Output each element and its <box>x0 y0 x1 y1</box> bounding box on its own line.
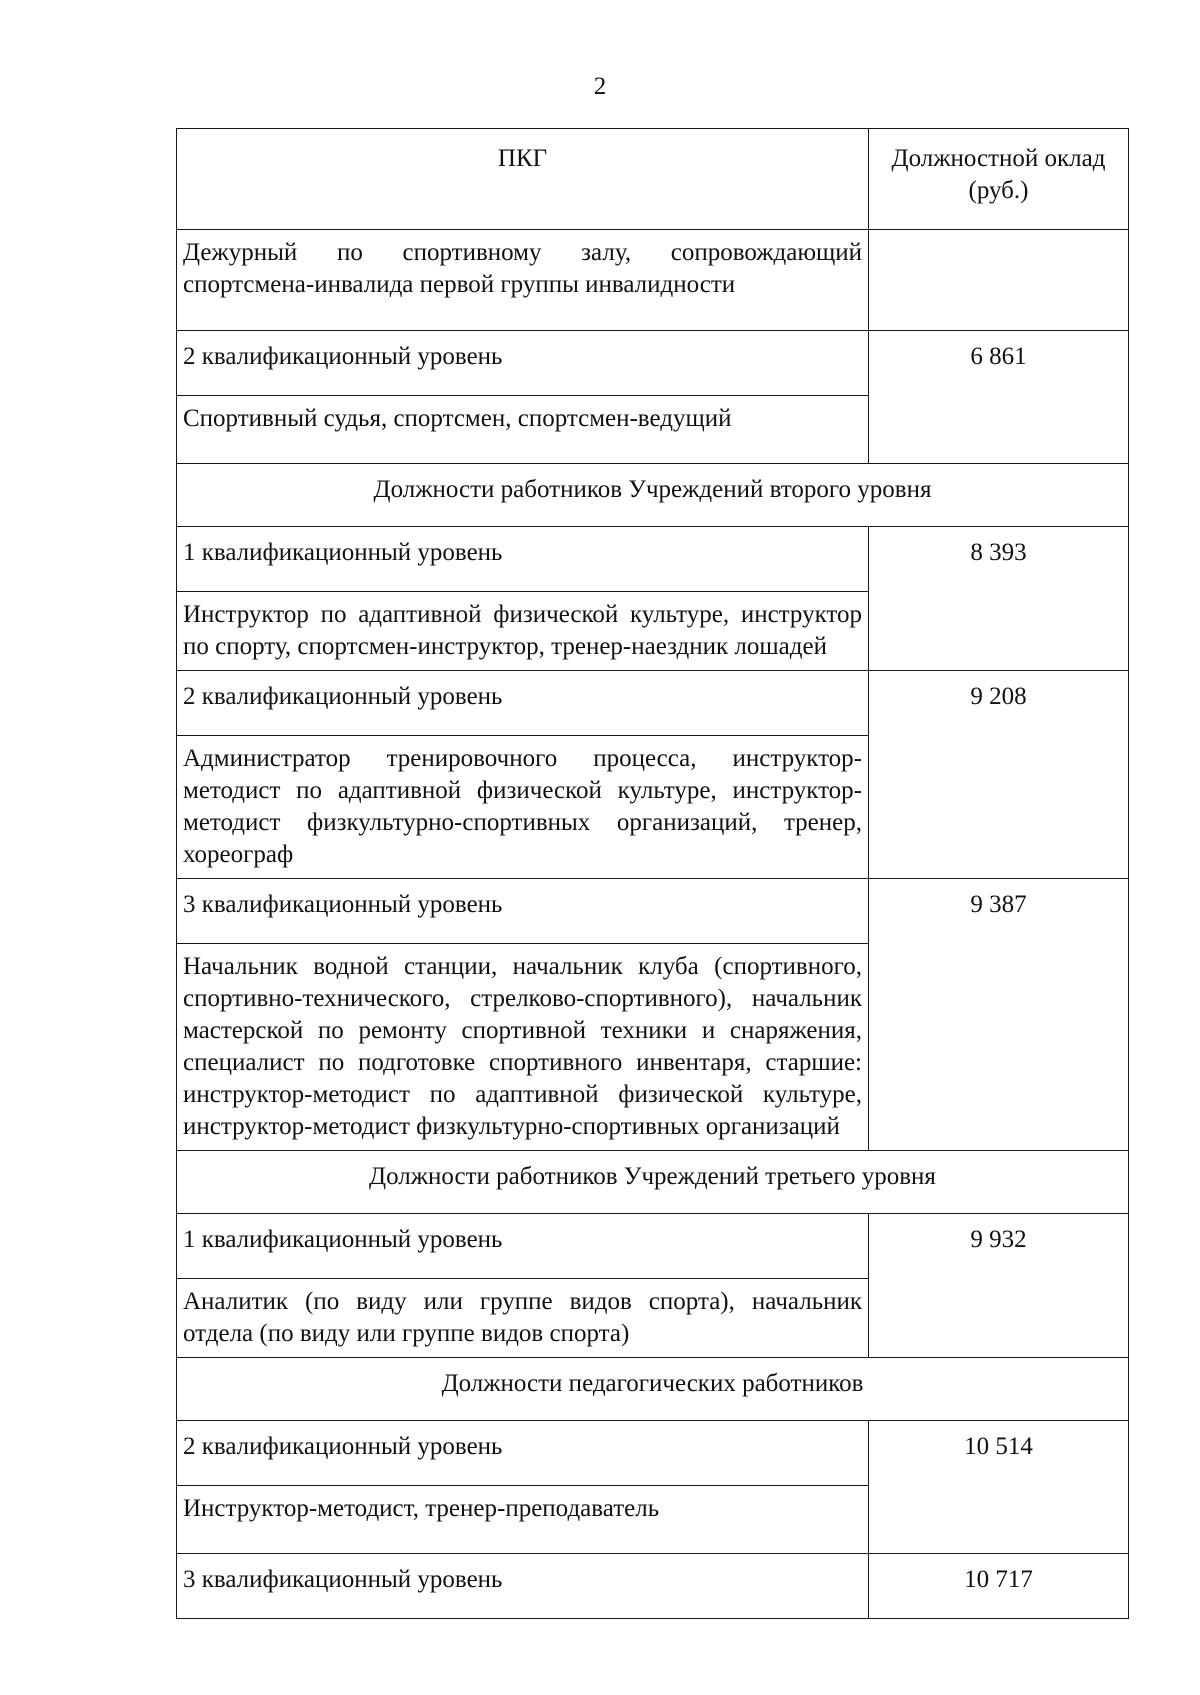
table-row <box>177 671 1129 736</box>
position-list: Администратор тренировочного процесса, инструктор-методист по адаптивной физической культуре, инструктор-методист физкультурно-спортивных организаций, тренер, хореограф <box>177 736 869 879</box>
header-pkg: ПКГ <box>177 129 869 230</box>
salary-value: 8 393 <box>869 527 1129 671</box>
header-salary: Должностной оклад (руб.) <box>869 129 1129 230</box>
table-row <box>177 1554 1129 1619</box>
qualification-level: 3 квалификационный уровень <box>177 1554 869 1619</box>
qualification-level: 2 квалификационный уровень <box>177 671 869 736</box>
salary-value: 9 387 <box>869 879 1129 1151</box>
section-row <box>177 464 1129 527</box>
qualification-level: 2 квалификационный уровень <box>177 331 869 396</box>
table-row <box>177 1421 1129 1486</box>
section-title: Должности работников Учреждений третьего уровня <box>177 1151 1129 1214</box>
salary-value: 10 717 <box>869 1554 1129 1619</box>
qualification-level: 1 квалификационный уровень <box>177 527 869 592</box>
section-title: Должности педагогических работников <box>177 1358 1129 1421</box>
position-list: Инструктор-методист, тренер-преподаватель <box>177 1486 869 1554</box>
position-list: Инструктор по адаптивной физической культуре, инструктор по спорту, спортсмен-инструктор, тренер-наездник лошадей <box>177 592 869 671</box>
table-row <box>177 527 1129 592</box>
section-row <box>177 1358 1129 1421</box>
position-list: Аналитик (по виду или группе видов спорта), начальник отдела (по виду или группе видов спорта) <box>177 1279 869 1358</box>
table-row <box>177 1214 1129 1279</box>
qualification-level: 1 квалификационный уровень <box>177 1214 869 1279</box>
position-list: Дежурный по спортивному залу, сопровождающий спортсмена-инвалида первой группы инвалидности <box>177 230 869 331</box>
table-row <box>177 331 1129 396</box>
salary-table <box>176 128 1129 1619</box>
page-number: 2 <box>593 73 607 100</box>
qualification-level: 2 квалификационный уровень <box>177 1421 869 1486</box>
position-list: Спортивный судья, спортсмен, спортсмен-ведущий <box>177 396 869 464</box>
section-row <box>177 1151 1129 1214</box>
qualification-level: 3 квалификационный уровень <box>177 879 869 944</box>
salary-value: 10 514 <box>869 1421 1129 1554</box>
table-row <box>177 230 1129 331</box>
salary-value: 6 861 <box>869 331 1129 464</box>
table-header-row <box>177 129 1129 230</box>
salary-value: 9 208 <box>869 671 1129 879</box>
salary-cell-empty <box>869 230 1129 331</box>
position-list: Начальник водной станции, начальник клуба (спортивного, спортивно-технического, стрелково-спортивного), начальник мастерской по ремонту спортивной техники и снаряжения, специалист по подготовке спортивного инвентаря, старшие: инструктор-методист по адаптивной физической культуре, инструктор-методист физкультурно-спортивных организаций <box>177 944 869 1151</box>
table-row <box>177 879 1129 944</box>
section-title: Должности работников Учреждений второго уровня <box>177 464 1129 527</box>
salary-value: 9 932 <box>869 1214 1129 1358</box>
